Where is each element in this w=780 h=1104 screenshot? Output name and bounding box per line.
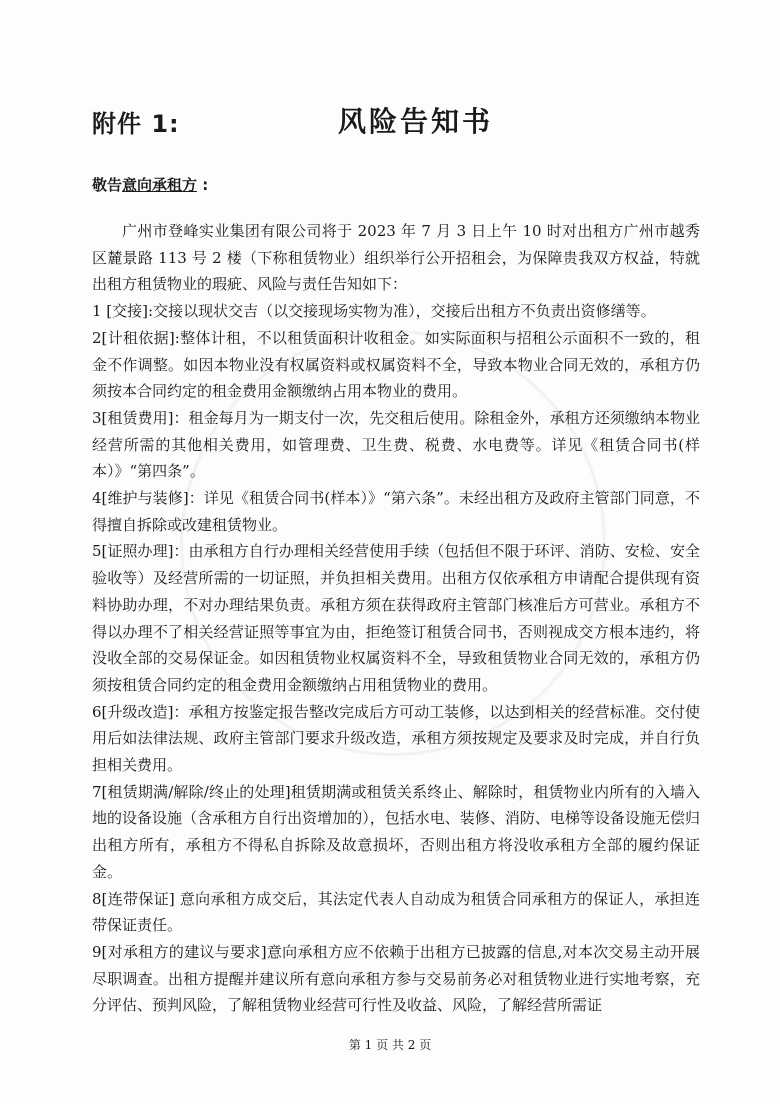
clause-maintenance: 4[维护与装修]：详见《租赁合同书(样本）》“第六条”。未经出租方及政府主管部门同意，不得擅自拆除或改建租赁物业。	[92, 489, 700, 534]
clause-upgrade: 6[升级改造]：承租方按鉴定报告整改完成后方可动工装修，以达到相关的经营标准。交付使用后如法律法规、政府主管部门要求升级改造，承租方须按规定及要求及时完成，并自行负担相关费用。	[92, 702, 700, 775]
document-body	[92, 218, 700, 1019]
salutation	[92, 174, 208, 195]
clause-rent-basis: 2[计租依据]:整体计租，不以租赁面积计收租金。如实际面积与招租公示面积不一致的，租金不作调整。如因本物业没有权属资料或权属资料不全，导致本物业合同无效的，承租方仍须按本合同约定的租金费用金额缴纳占用本物业的费用。	[92, 328, 700, 401]
clause-licenses: 5[证照办理]：由承租方自行办理相关经营使用手续（包括但不限于环评、消防、安检、安全验收等）及经营所需的一切证照，并负担相关费用。出租方仅依承租方申请配合提供现有资料协助办理，不对办理结果负责。承租方须在获得政府主管部门核准后方可营业。承租方不得以办理不了相关经营证照等事宜为由，拒绝签订租赁合同书，否则视成交方根本违约，将没收全部的交易保证金。如因租赁物业权属资料不全，导致租赁物业合同无效的，承租方仍须按租赁合同约定的租金费用金额缴纳占用租赁物业的费用。	[92, 542, 700, 694]
salutation-suffix: :	[197, 176, 209, 194]
clause-handover: 1 [交接]:交接以现状交吉（以交接现场实物为准），交接后出租方不负责出资修缮等。	[92, 302, 656, 321]
document-header	[92, 100, 712, 140]
page-number: 第 1 页 共 2 页	[348, 1038, 432, 1052]
page-title: 风险告知书	[338, 105, 494, 138]
attachment-label: 附件 1:	[92, 110, 180, 138]
salutation-recipient: 意向承租方	[122, 176, 198, 194]
salutation-prefix: 敬告	[92, 176, 123, 194]
clause-termination: 7[租赁期满/解除/终止的处理]租赁期满或租赁关系终止、解除时，租赁物业内所有的入墙入地的设备设施（含承租方自行出资增加的），包括水电、装修、消防、电梯等设备设施无偿归出租方所有，承租方不得私自拆除及故意损坏，否则出租方将没收承租方全部的履约保证金。	[92, 782, 700, 881]
clause-guarantee: 8[连带保证] 意向承租方成交后，其法定代表人自动成为租赁合同承租方的保证人，承担连带保证责任。	[92, 889, 700, 935]
clause-recommendations: 9[对承租方的建议与要求]意向承租方应不依赖于出租方已披露的信息,对本次交易主动开展尽职调查。出租方提醒并建议所有意向承租方参与交易前务必对租赁物业进行实地考察，充分评估、预判风险，了解租赁物业经营可行性及收益、风险，了解经营所需证	[92, 942, 700, 1015]
clause-rental-fees: 3[租赁费用]：租金每月为一期支付一次，先交租后使用。除租金外，承租方还须缴纳本物业经营所需的其他相关费用，如管理费、卫生费、税费、水电费等。详见《租赁合同书(样本）》“第四条”。	[92, 408, 700, 481]
intro-paragraph: 广州市登峰实业集团有限公司将于 2023 年 7 月 3 日上午 10 时对出租方广州市越秀区麓景路 113 号 2 楼（下称租赁物业）组织举行公开招租会，为保障贵我双方权益，特就出租方租赁物业的瑕疵、风险与责任告知如下：	[92, 222, 700, 294]
